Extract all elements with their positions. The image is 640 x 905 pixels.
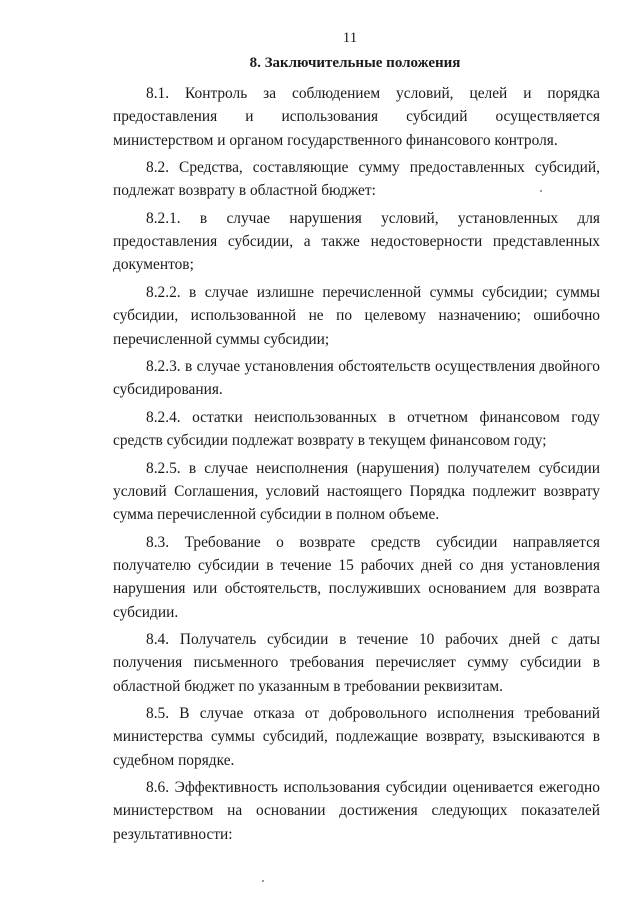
scan-artifact — [540, 190, 542, 192]
paragraph-8-2-4: 8.2.4. остатки неиспользованных в отчетном финансовом году средств субсидии подлежат возврату в текущем финансовом году; — [113, 408, 600, 450]
paragraph-8-1: 8.1. Контроль за соблюдением условий, целей и порядка предоставления и использования субсидий осуществляется министерством и органом государственного финансового контроля. — [113, 85, 600, 149]
paragraph-8-2-3: 8.2.3. в случае установления обстоятельств осуществления двойного субсидирования. — [113, 358, 600, 399]
paragraph-8-2-2: 8.2.2. в случае излишне перечисленной суммы субсидии; суммы субсидии, использованной не по целевому назначению; ошибочно перечисленной суммы субсидии; — [113, 283, 600, 348]
paragraph-8-2-1: 8.2.1. в случае нарушения условий, установленных для предоставления субсидии, а также недостоверности представленных документов; — [113, 209, 600, 274]
paragraph-8-2: 8.2. Средства, составляющие сумму предоставленных субсидий, подлежат возврату в областной бюджет: — [113, 159, 600, 200]
paragraph-8-5: 8.5. В случае отказа от добровольного исполнения требований министерства суммы субсидий, подлежащие возврату, взыскиваются в судебном порядке. — [113, 705, 600, 769]
paragraph-8-3: 8.3. Требование о возврате средств субсидии направляется получателю субсидии в течение 15 рабочих дней со дня установления нарушения или обстоятельств, послуживших основанием для возврата субсидии. — [113, 533, 600, 621]
scan-artifact — [262, 880, 264, 882]
paragraph-8-4: 8.4. Получатель субсидии в течение 10 рабочих дней с даты получения письменного требования перечисляет сумму субсидии в областной бюджет по указанным в требовании реквизитам. — [113, 631, 600, 695]
page-number: 11 — [342, 30, 358, 46]
paragraph-8-2-5: 8.2.5. в случае неисполнения (нарушения) получателем субсидии условий Соглашения, условий настоящего Порядка подлежит возврату сумма перечисленной субсидии в полном объеме. — [113, 459, 600, 524]
paragraph-8-6: 8.6. Эффективность использования субсидии оценивается ежегодно министерством на основании достижения следующих показателей результативности: — [113, 779, 600, 843]
document-body — [113, 82, 600, 850]
section-title: 8. Заключительные положения — [249, 55, 461, 71]
